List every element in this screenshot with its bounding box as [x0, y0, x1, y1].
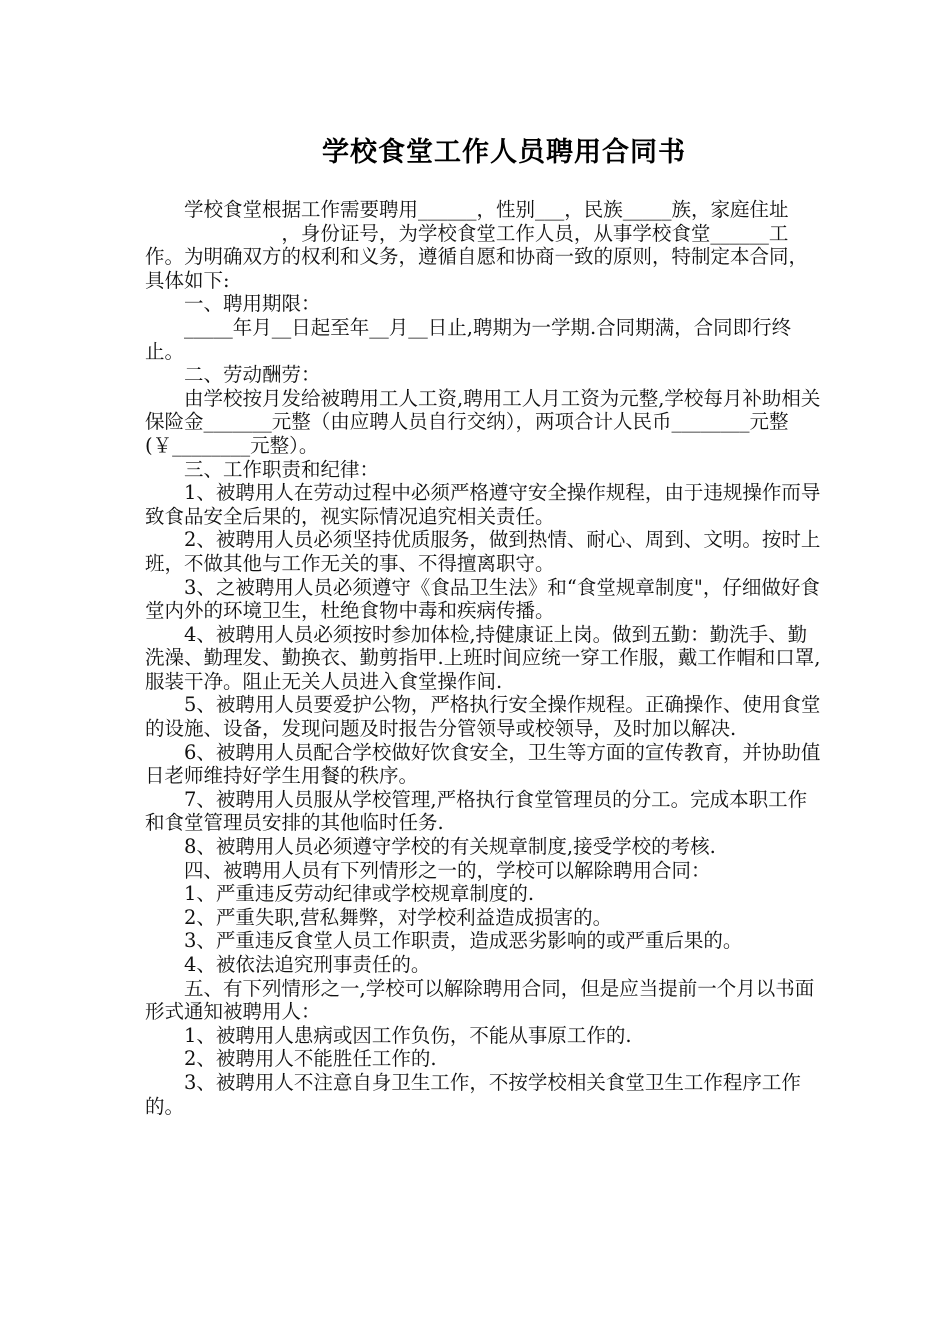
body-paragraph: 3、之被聘用人员必须遵守《食品卫生法》和“食堂规章制度"，仔细做好食堂内外的环境卫生，杜绝食物中毒和疾病传播。: [145, 575, 820, 623]
body-paragraph: 2、严重失职,营私舞弊，对学校利益造成损害的。: [184, 905, 613, 929]
body-paragraph: 7、被聘用人员服从学校管理,严格执行食堂管理员的分工。完成本职工作和食堂管理员安排的其他临时任务.: [145, 787, 808, 835]
body-paragraph: 学校食堂根据工作需要聘用______，性别___，民族_____族，家庭住址: [184, 198, 789, 221]
body-paragraph: 三、工作职责和纪律：: [184, 457, 380, 481]
body-paragraph: 4、被聘用人员必须按时参加体检,持健康证上岗。做到五勤：勤洗手、勤洗澡、勤理发、勤换衣、勤剪指甲.上班时间应统一穿工作服，戴工作帽和口罩,服装干净。阻止无关人员进入食堂操作间.: [145, 622, 821, 693]
document-title: 学校食堂工作人员聘用合同书: [322, 137, 686, 168]
body-paragraph: 2、被聘用人员必须坚持优质服务，做到热情、耐心、周到、文明。按时上班，不做其他与工作无关的事、不得擅离职守。: [145, 528, 821, 575]
body-paragraph: 6、被聘用人员配合学校做好饮食安全，卫生等方面的宣传教育，并协助值日老师维持好学生用餐的秩序。: [145, 740, 821, 788]
body-paragraph: 5、被聘用人员要爱护公物，严格执行安全操作规程。正确操作、使用食堂的设施、设备，发现问题及时报告分管领导或校领导，及时加以解决.: [145, 693, 821, 741]
body-paragraph: 2、被聘用人不能胜任工作的.: [184, 1047, 437, 1071]
body-paragraph: 五、有下列情形之一,学校可以解除聘用合同，但是应当提前一个月以书面形式通知被聘用人：: [145, 976, 815, 1024]
body-paragraph: 1、被聘用人在劳动过程中必须严格遵守安全操作规程，由于违规操作而导致食品安全后果的，视实际情况追究相关责任。: [145, 481, 821, 528]
body-paragraph: 由学校按月发给被聘用工人工资,聘用工人月工资为元整,学校每月补助相关保险金_______元整（由应聘人员自行交纳），两项合计人民币________元整(￥________元整）。: [145, 386, 821, 457]
body-paragraph: 二、劳动酬劳：: [184, 363, 321, 387]
body-paragraph: 3、被聘用人不注意自身卫生工作，不按学校相关食堂卫生工作程序工作的。: [145, 1070, 801, 1118]
body-paragraph: _____年月__日起至年__月__日止,聘期为一学期.合同期满，合同即行终止。: [145, 315, 792, 363]
body-paragraph: 1、被聘用人患病或因工作负伤，不能从事原工作的.: [184, 1023, 632, 1047]
body-paragraph: ，身份证号，为学校食堂工作人员，从事学校食堂______工作。为明确双方的权利和义务，遵循自愿和协商一致的原则，特制定本合同，具体如下:: [145, 221, 809, 292]
body-paragraph: 一、聘用期限：: [184, 292, 321, 316]
body-paragraph: 8、被聘用人员必须遵守学校的有关规章制度,接受学校的考核.: [184, 835, 716, 859]
body-paragraph: 1、严重违反劳动纪律或学校规章制度的.: [184, 882, 535, 906]
body-paragraph: 4、被依法追究刑事责任的。: [184, 953, 431, 976]
body-paragraph: 四、被聘用人员有下列情形之一的，学校可以解除聘用合同：: [184, 858, 711, 882]
body-paragraph: 3、严重违反食堂人员工作职责，造成恶劣影响的或严重后果的。: [184, 929, 743, 953]
document-body: [145, 198, 825, 1118]
